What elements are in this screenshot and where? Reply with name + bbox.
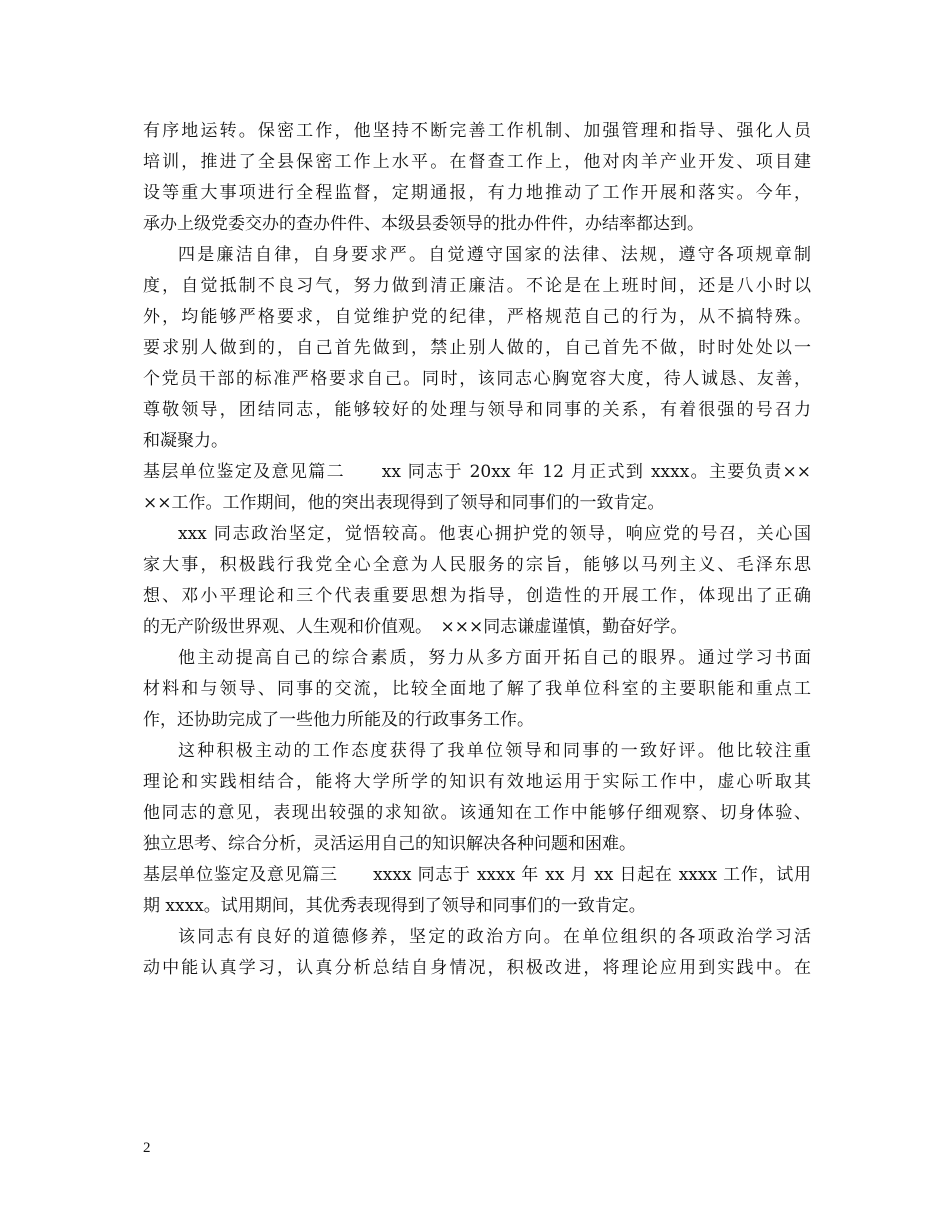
- text-line: 设等重大事项进行全程监督，定期通报，有力地推动了工作开展和落实。今年，: [143, 183, 811, 203]
- text-line: 要求别人做到的，自己首先做到，禁止别人做的，自己首先不做，时时处处以一: [143, 338, 811, 358]
- text-line: 该同志有良好的道德修养，坚定的政治方向。在单位组织的各项政治学习活: [178, 927, 811, 947]
- text-line: 理论和实践相结合，能将大学所学的知识有效地运用于实际工作中，虚心听取其: [143, 772, 811, 792]
- text-line: xxx 同志政治坚定，觉悟较高。他衷心拥护党的领导，响应党的号召，关心国: [178, 524, 811, 544]
- document-body: [143, 116, 811, 984]
- text-line: 期 xxxx。试用期间，其优秀表现得到了领导和同事们的一致肯定。: [143, 896, 646, 916]
- text-line: 的无产阶级世界观、人生观和价值观。 ×××同志谦虚谨慎，勤奋好学。: [143, 617, 688, 637]
- text-line: 他主动提高自己的综合素质，努力从多方面开拓自己的眼界。通过学习书面: [178, 648, 811, 668]
- section-heading-line: 基层单位鉴定及意见篇二 xx 同志于 20xx 年 12 月正式到 xxxx。主要负责××: [143, 462, 811, 482]
- text-line: 家大事，积极践行我党全心全意为人民服务的宗旨，能够以马列主义、毛泽东思: [143, 555, 811, 575]
- text-line: 培训，推进了全县保密工作上水平。在督查工作上，他对肉羊产业开发、项目建: [143, 152, 811, 172]
- text-line: 作，还协助完成了一些他力所能及的行政事务工作。: [143, 710, 534, 730]
- text-line: 外，均能够严格要求，自觉维护党的纪律，严格规范自己的行为，从不搞特殊。: [143, 307, 811, 327]
- text-line: 这种积极主动的工作态度获得了我单位领导和同事的一致好评。他比较注重: [178, 741, 811, 761]
- text-line: 和凝聚力。: [143, 431, 228, 451]
- text-line: 独立思考、综合分析，灵活运用自己的知识解决各种问题和困难。: [143, 834, 636, 854]
- text-line: 个党员干部的标准严格要求自己。同时，该同志心胸宽容大度，待人诚恳、友善，: [143, 369, 811, 389]
- text-line: 四是廉洁自律，自身要求严。自觉遵守国家的法律、法规，遵守各项规章制: [178, 245, 811, 265]
- text-line: ××工作。工作期间，他的突出表现得到了领导和同事们的一致肯定。: [143, 493, 665, 513]
- text-line: 度，自觉抵制不良习气，努力做到清正廉洁。不论是在上班时间，还是八小时以: [143, 276, 811, 296]
- text-line: 承办上级党委交办的查办件件、本级县委领导的批办件件，办结率都达到。: [143, 214, 704, 234]
- text-line: 动中能认真学习，认真分析总结自身情况，积极改进，将理论应用到实践中。在: [143, 958, 811, 978]
- text-line: 想、邓小平理论和三个代表重要思想为指导，创造性的开展工作，体现出了正确: [143, 586, 811, 606]
- text-line: 有序地运转。保密工作，他坚持不断完善工作机制、加强管理和指导、强化人员: [143, 121, 811, 141]
- text-line: 材料和与领导、同事的交流，比较全面地了解了我单位科室的主要职能和重点工: [143, 679, 811, 699]
- section-heading-line: 基层单位鉴定及意见篇三 xxxx 同志于 xxxx 年 xx 月 xx 日起在 xxxx 工作，试用: [143, 865, 811, 885]
- page-number: 2: [143, 1140, 151, 1156]
- text-line: 尊敬领导，团结同志，能够较好的处理与领导和同事的关系，有着很强的号召力: [143, 400, 811, 420]
- text-line: 他同志的意见，表现出较强的求知欲。该通知在工作中能够仔细观察、切身体验、: [143, 803, 811, 823]
